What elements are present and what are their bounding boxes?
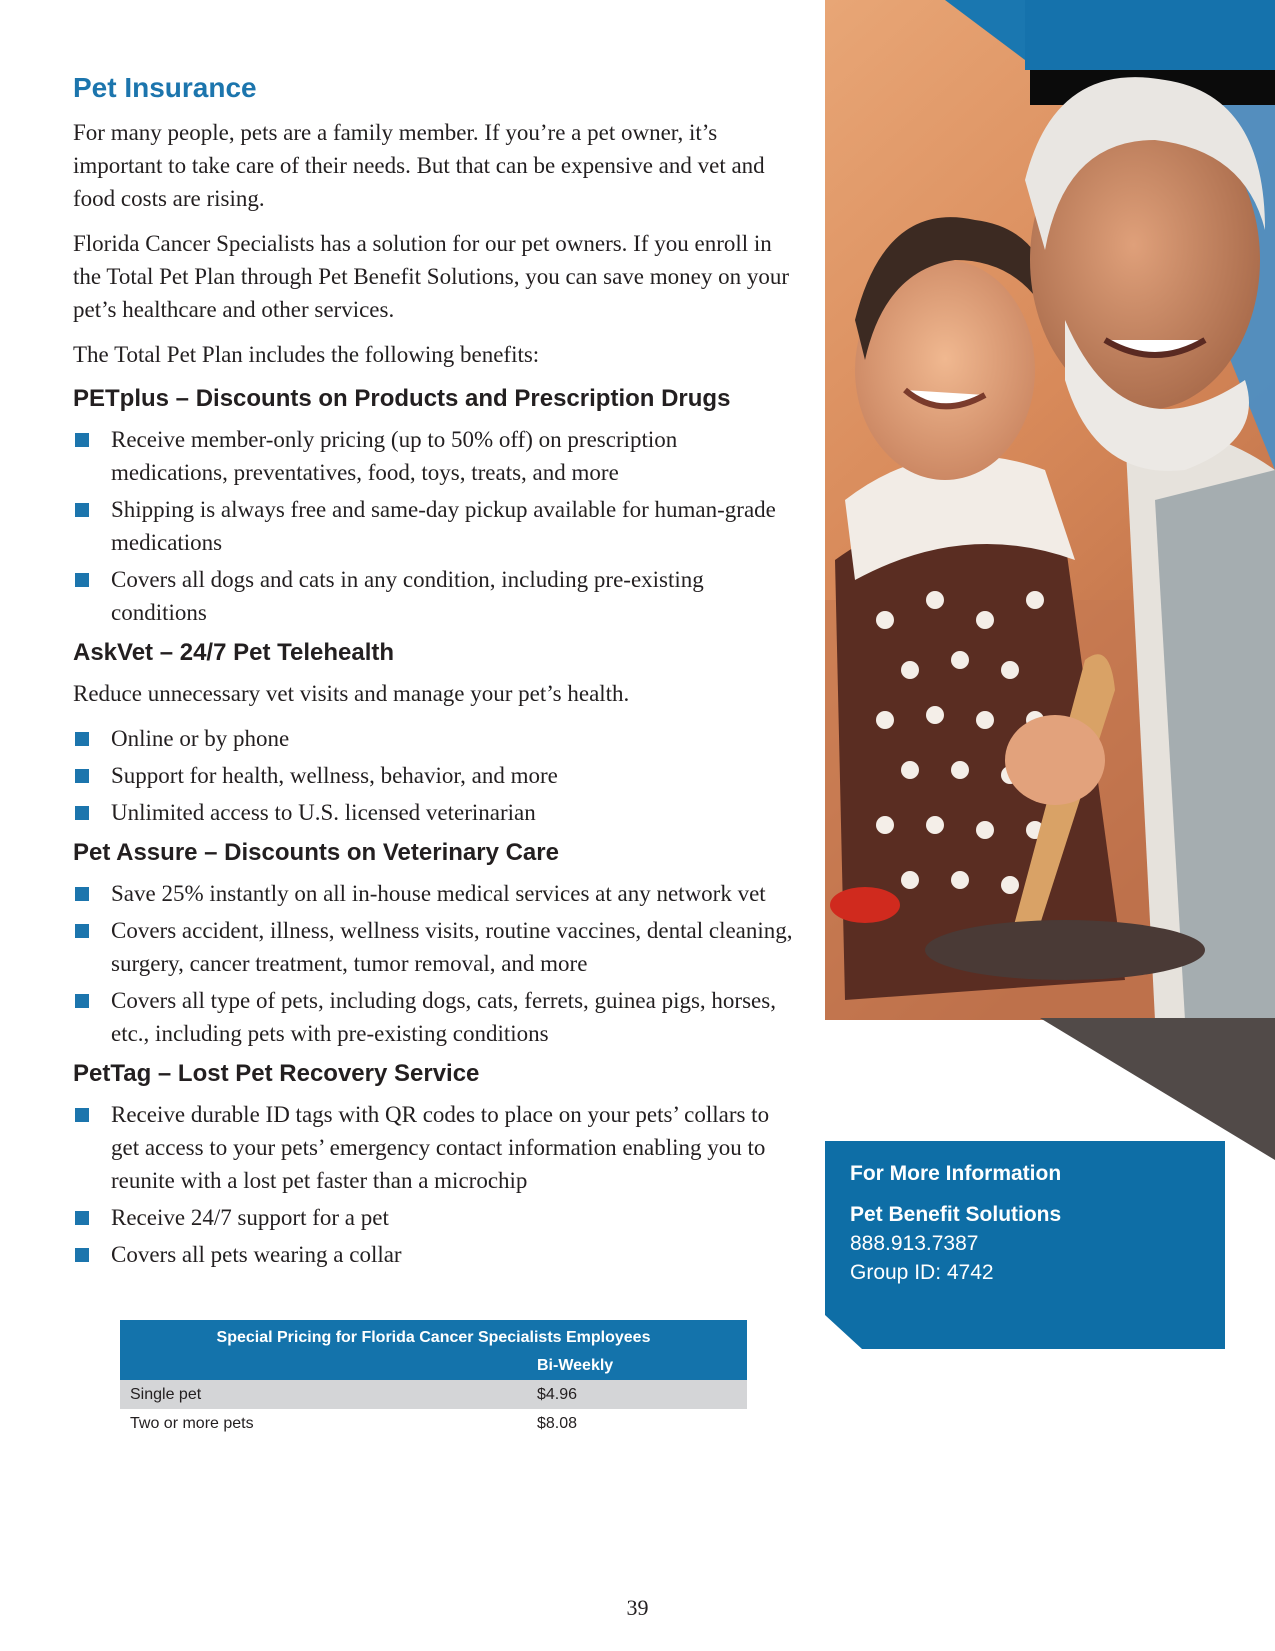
- page-title: Pet Insurance: [73, 72, 257, 103]
- decorative-dark-triangle: [1040, 1018, 1275, 1160]
- info-company: Pet Benefit Solutions: [850, 1203, 1062, 1226]
- bullet-square-icon: [75, 769, 89, 783]
- list-item: Unlimited access to U.S. licensed veterinarian: [73, 796, 793, 829]
- bullet-list: [73, 1098, 793, 1271]
- table-row: [120, 1409, 747, 1438]
- bullet-square-icon: [75, 732, 89, 746]
- list-item: Support for health, wellness, behavior, and more: [73, 759, 793, 792]
- info-group-id: Group ID: 4742: [850, 1261, 994, 1284]
- pricing-table-title: Special Pricing for Florida Cancer Specialists Employees: [120, 1320, 747, 1352]
- info-text: [850, 1159, 1061, 1287]
- list-item: Shipping is always free and same-day pickup available for human-grade medications: [73, 493, 793, 559]
- page-number: 39: [626, 1595, 649, 1620]
- pricing-table: [120, 1320, 747, 1438]
- bullet-square-icon: [75, 1108, 89, 1122]
- photo-illustration: [825, 0, 1275, 1020]
- list-item: Covers all dogs and cats in any condition, including pre-existing conditions: [73, 563, 793, 629]
- intro-paragraph: Florida Cancer Specialists has a solution for our pet owners. If you enroll in the Total Pet Plan through Pet Benefit Solutions, you can save money on your pet’s healthcare and other services.: [73, 231, 789, 322]
- more-info-box: [825, 1141, 1225, 1349]
- table-cell-label: Single pet: [120, 1380, 537, 1409]
- section-heading-pettag: PetTag – Lost Pet Recovery Service: [73, 1060, 480, 1087]
- bullet-square-icon: [75, 1248, 89, 1262]
- bullet-list: [73, 423, 793, 629]
- bullet-square-icon: [75, 573, 89, 587]
- list-item: Save 25% instantly on all in-house medical services at any network vet: [73, 877, 793, 910]
- intro-paragraph: For many people, pets are a family member. If you’re a pet owner, it’s important to take care of their needs. But that can be expensive and vet and food costs are rising.: [73, 120, 765, 211]
- bullet-square-icon: [75, 994, 89, 1008]
- intro-paragraph: The Total Pet Plan includes the following benefits:: [73, 342, 540, 367]
- table-header-cell: [120, 1352, 537, 1380]
- section-heading-askvet: AskVet – 24/7 Pet Telehealth: [73, 639, 395, 666]
- table-cell-price: $8.08: [537, 1414, 578, 1432]
- couple-cooking-photo: [825, 0, 1275, 1020]
- info-phone: 888.913.7387: [850, 1232, 979, 1255]
- list-item: Covers accident, illness, wellness visits, routine vaccines, dental cleaning, surgery, cancer treatment, tumor removal, and more: [73, 914, 793, 980]
- table-cell-price: $4.96: [537, 1380, 747, 1409]
- bullet-list: [73, 722, 793, 829]
- bullet-square-icon: [75, 806, 89, 820]
- section-heading-petplus: PETplus – Discounts on Products and Prescription Drugs: [73, 385, 731, 412]
- list-item: Online or by phone: [73, 722, 793, 755]
- list-item: Receive durable ID tags with QR codes to place on your pets’ collars to get access to your pets’ emergency contact information enabling you to reunite with a lost pet faster than a microchip: [73, 1098, 793, 1197]
- table-cell-label: Two or more pets: [130, 1414, 254, 1432]
- bullet-square-icon: [75, 924, 89, 938]
- list-item: Receive 24/7 support for a pet: [73, 1201, 793, 1234]
- bullet-square-icon: [75, 433, 89, 447]
- info-heading: For More Information: [850, 1162, 1062, 1185]
- list-item: Covers all type of pets, including dogs, cats, ferrets, guinea pigs, horses, etc., including pets with pre-existing conditions: [73, 984, 793, 1050]
- bullet-square-icon: [75, 887, 89, 901]
- main-content: [73, 68, 793, 1279]
- list-item: Covers all pets wearing a collar: [73, 1238, 793, 1271]
- list-item: Receive member-only pricing (up to 50% off) on prescription medications, preventatives, food, toys, treats, and more: [73, 423, 793, 489]
- table-header-biweekly: Bi-Weekly: [537, 1352, 747, 1380]
- table-row: [120, 1380, 747, 1409]
- table-header-row: [120, 1320, 747, 1352]
- section-heading-pet-assure: Pet Assure – Discounts on Veterinary Care: [73, 839, 559, 866]
- bullet-list: [73, 877, 793, 1050]
- section-lead: Reduce unnecessary vet visits and manage your pet’s health.: [73, 681, 630, 706]
- bullet-square-icon: [75, 503, 89, 517]
- bullet-square-icon: [75, 1211, 89, 1225]
- table-header-row: [120, 1352, 747, 1380]
